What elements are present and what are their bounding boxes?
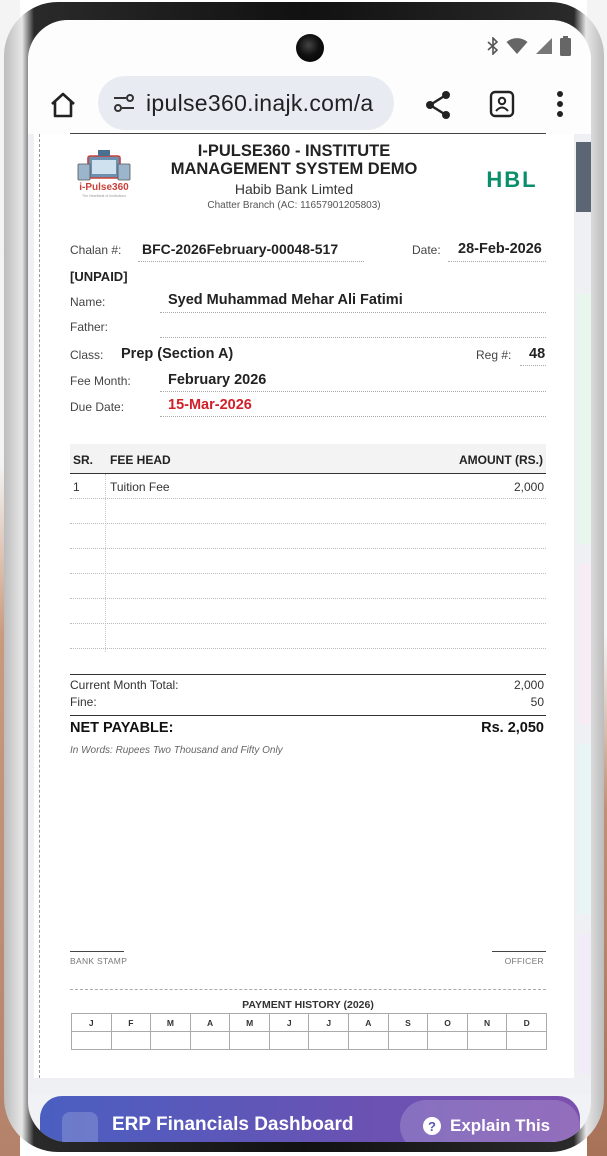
month-cell [191,1032,231,1050]
bluetooth-icon [487,37,499,55]
fine-label: Fine: [70,695,97,709]
month-header: M [151,1014,191,1032]
net-payable-label: NET PAYABLE: [70,720,174,736]
amount-in-words: In Words: Rupees Two Thousand and Fifty Only [70,745,283,756]
battery-icon [560,36,571,56]
table-row-divider [70,548,546,549]
bank-name: Habib Bank Limted [234,181,354,197]
officer-label: OFFICER [504,956,544,966]
payment-history-grid [71,1013,547,1050]
month-header: J [270,1014,310,1032]
totals-bottom-rule [70,715,546,716]
dashboard-icon [62,1112,98,1142]
reg-underline [520,365,546,366]
perforation-line [39,134,40,1078]
home-icon[interactable] [48,90,78,120]
svg-text:?: ? [428,1119,436,1134]
hbl-logo [476,168,548,190]
url-text[interactable]: ipulse360.inajk.com/a [146,89,374,116]
fee-table-header [70,444,546,474]
table-row-divider [70,648,546,649]
month-header: S [389,1014,429,1032]
father-label: Father: [70,320,109,334]
row-fee-head: Tuition Fee [110,480,170,494]
page-side-panel [576,142,591,212]
banner-title[interactable]: ERP Financials Dashboard [112,1114,354,1135]
month-cell [309,1032,349,1050]
institute-logo [72,150,136,202]
date-underline [448,261,546,262]
row-sr: 1 [73,480,80,494]
date-label: Date: [412,243,441,257]
bank-stamp-line [70,951,124,952]
class-label: Class: [70,348,104,362]
hbl-logo-text: HBL [486,168,538,190]
header-sr: SR. [73,453,94,467]
month-cell [428,1032,468,1050]
share-icon[interactable] [424,90,452,120]
page-side-accent-teal [578,744,591,914]
name-label: Name: [70,295,106,309]
month-cell [72,1032,112,1050]
class-value: Prep (Section A) [121,346,234,362]
month-cell [112,1032,152,1050]
month-cell [389,1032,429,1050]
payment-history-title: PAYMENT HISTORY (2026) [242,999,374,1011]
month-header: D [507,1014,547,1032]
month-cell [349,1032,389,1050]
reg-label: Reg #: [476,348,512,362]
browser-toolbar [28,74,591,134]
signal-icon [535,37,553,55]
table-row-divider [70,598,546,599]
institute-title-line1: I-PULSE360 - INSTITUTE [197,142,391,160]
header-fee-head: FEE HEAD [110,453,171,467]
wifi-icon [506,37,528,55]
payment-status: [UNPAID] [70,269,128,284]
status-icons [487,36,571,56]
help-icon [422,1116,442,1136]
table-row-divider [70,498,546,499]
branch-account: Chatter Branch (AC: 11657901205803) [207,200,381,211]
month-cell [151,1032,191,1050]
explain-this-label[interactable]: Explain This [450,1116,551,1135]
tab-switcher-icon[interactable] [489,90,515,118]
site-settings-icon[interactable] [112,93,136,113]
month-header: F [112,1014,152,1032]
month-header: J [309,1014,349,1032]
phone-frame [4,2,604,1152]
net-payable-value: Rs. 2,050 [481,720,544,736]
month-header: O [428,1014,468,1032]
month-header: J [72,1014,112,1032]
fee-month-underline [160,391,546,392]
logo-tagline: The Heartbeat of Institutions [82,194,126,198]
chalan-number-label: Chalan #: [70,243,122,257]
chalan-number-underline [138,261,364,262]
header-amount: AMOUNT (RS.) [459,453,543,467]
erp-dashboard-banner[interactable] [40,1096,580,1142]
table-row-divider [70,573,546,574]
officer-line [492,951,546,952]
totals-top-rule [70,674,546,675]
table-row-divider [70,523,546,524]
bank-stamp-label: BANK STAMP [70,956,128,966]
fee-challan [34,134,574,1078]
logo-text: i-Pulse360 [79,182,129,193]
fine-value: 50 [530,695,544,709]
father-underline [160,337,546,338]
row-amount: 2,000 [513,480,544,494]
chalan-number: BFC-2026February-00048-517 [142,241,339,257]
month-cell [507,1032,547,1050]
page-side-accent-purple [578,934,591,1074]
page-side-accent-green [578,294,591,544]
name-underline [160,312,546,313]
page-side-accent-pink [578,564,591,724]
fee-month-label: Fee Month: [70,374,131,388]
fee-month-value: February 2026 [168,372,267,388]
month-header: N [468,1014,508,1032]
reg-value: 48 [529,346,546,362]
address-bar[interactable] [98,76,394,130]
month-cell [270,1032,310,1050]
month-cell [468,1032,508,1050]
table-row-divider [70,623,546,624]
current-total-label: Current Month Total: [70,678,179,692]
month-cell [230,1032,270,1050]
status-bar [28,20,591,74]
date-value: 28-Feb-2026 [458,241,542,257]
cut-line [70,989,546,990]
month-header: A [349,1014,389,1032]
current-total-value: 2,000 [513,678,544,692]
student-name: Syed Muhammad Mehar Ali Fatimi [168,292,403,308]
explain-this-button[interactable] [400,1100,580,1142]
fee-table-column-divider [105,474,106,652]
due-date-label: Due Date: [70,400,125,414]
front-camera [296,34,324,62]
phone-screen [28,20,591,1142]
due-date-value: 15-Mar-2026 [168,397,252,413]
challan-top-rule [70,133,546,134]
more-options-icon[interactable] [556,90,564,118]
institute-title [154,142,434,178]
due-date-underline [160,416,546,417]
month-header: A [191,1014,231,1032]
page-content [28,134,591,1094]
institute-title-line2: MANAGEMENT SYSTEM DEMO [170,160,418,178]
month-header: M [230,1014,270,1032]
